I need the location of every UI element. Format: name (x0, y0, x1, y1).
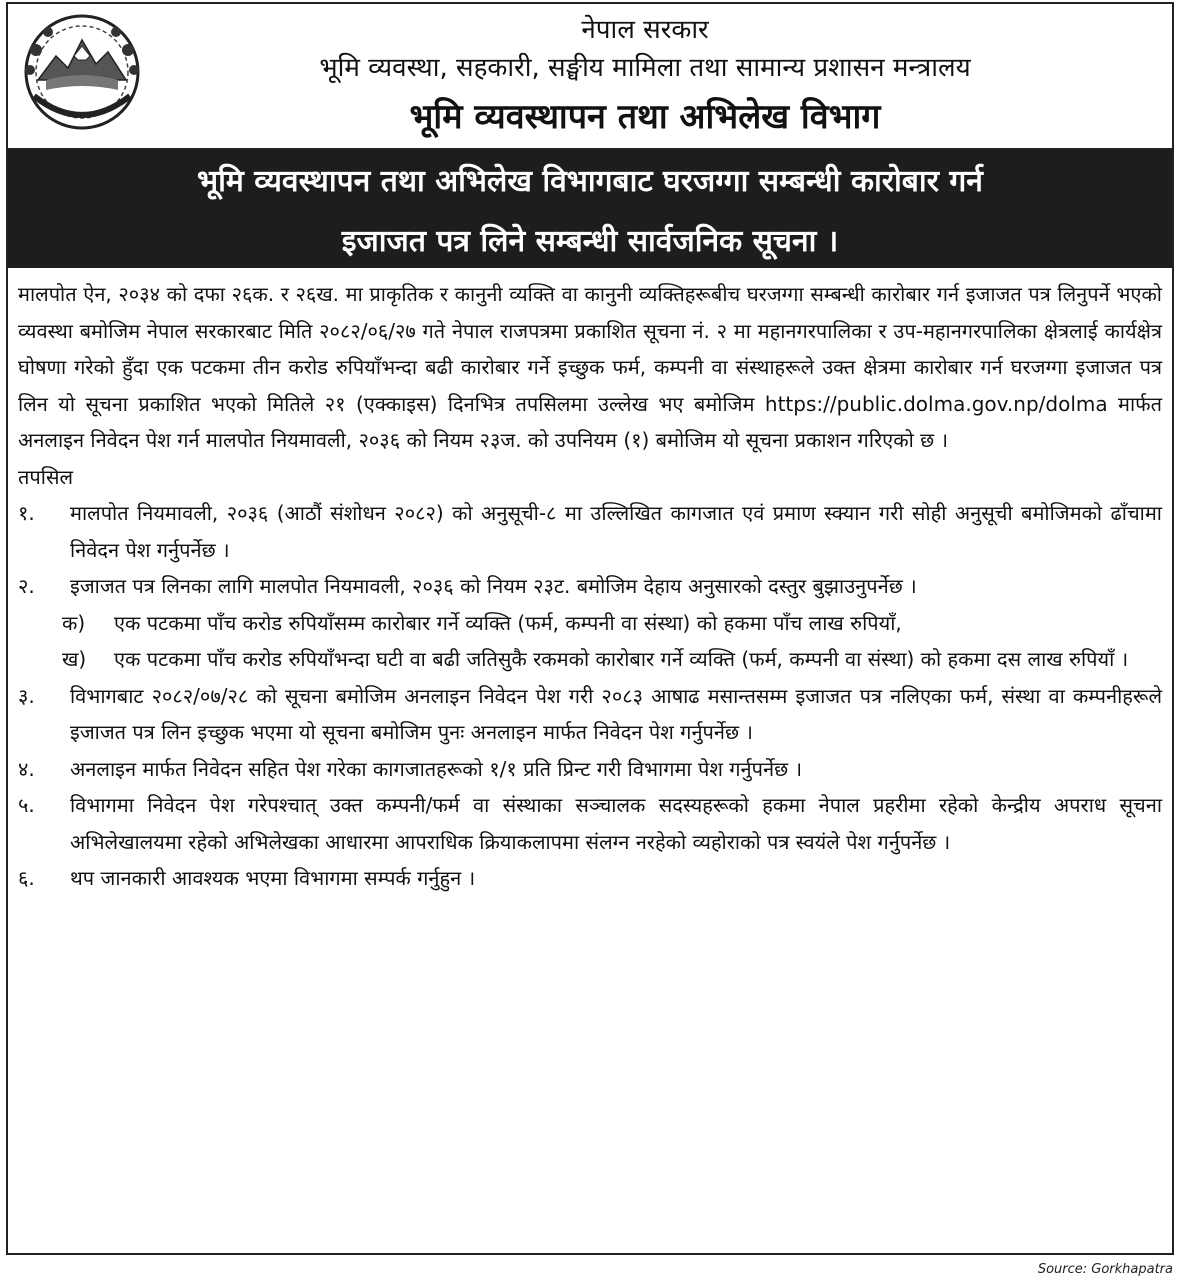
item-number: ५. (18, 793, 35, 817)
list-item (18, 495, 1162, 568)
nepal-emblem-icon (16, 10, 148, 138)
notice-header (8, 4, 1172, 150)
government-name: नेपाल सरकार (581, 15, 709, 45)
title-line-1: भूमि व्यवस्थापन तथा अभिलेख विभागबाट घरजग्गा सम्बन्धी कारोबार गर्न (197, 164, 983, 199)
item-number: १. (18, 501, 35, 525)
item-text: मालपोत नियमावली, २०३६ (आठौं संशोधन २०८२) को अनुसूची-८ मा उल्लिखित कागजात एवं प्रमाण स्क्यान गरी सोही अनुसूची बमोजिमको ढाँचामा निवेदन पेश गर्नुपर्नेछ । (70, 501, 1162, 562)
title-line-2: इजाजत पत्र लिने सम्बन्धी सार्वजनिक सूचना । (341, 224, 839, 259)
sub-item (62, 641, 1162, 678)
item-number: ३. (18, 683, 35, 708)
list-item (18, 751, 1162, 788)
tapsil-heading: तपसिल (18, 464, 74, 489)
sub-item (62, 605, 1162, 642)
item-number: ४. (18, 756, 35, 781)
item-number: २. (18, 574, 35, 598)
list-item (18, 568, 1162, 605)
list-item (18, 787, 1162, 860)
item-text: विभागबाट २०८२/०७/२८ को सूचना बमोजिम अनलाइन निवेदन पेश गरी २०८३ आषाढ मसान्तसम्म इजाजत पत्र नलिएका फर्म, संस्था वा कम्पनीहरूले इजाजत पत्र लिन इच्छुक भएमा यो सूचना बमोजिम पुनः अनलाइन मार्फत निवेदन पेश गर्नुपर्नेछ । (70, 683, 1162, 744)
sub-item-label: ख) (62, 647, 87, 671)
item-text: अनलाइन मार्फत निवेदन सहित पेश गरेका कागजातहरूको १/१ प्रति प्रिन्ट गरी विभागमा पेश गर्नुपर्नेछ । (70, 756, 803, 781)
sub-item-label: क) (62, 610, 86, 635)
sub-item-text: एक पटकमा पाँच करोड रुपियाँभन्दा घटी वा बढी जतिसुकै रकमको कारोबार गर्ने व्यक्ति (फर्म, कम्पनी वा संस्था) को हकमा दस लाख रुपियाँ । (114, 647, 1129, 671)
source-credit: Source: Gorkhapatra (1037, 1262, 1173, 1277)
list-item (18, 860, 1162, 897)
public-notice (6, 2, 1174, 1255)
department-name: भूमि व्यवस्थापन तथा अभिलेख विभाग (409, 97, 881, 137)
item-text: थप जानकारी आवश्यक भएमा विभागमा सम्पर्क गर्नुहुन । (70, 866, 476, 890)
ministry-name: भूमि व्यवस्था, सहकारी, सङ्घीय मामिला तथा सामान्य प्रशासन मन्त्रालय (319, 53, 971, 83)
sub-item-text: एक पटकमा पाँच करोड रुपियाँसम्म कारोबार गर्ने व्यक्ति (फर्म, कम्पनी वा संस्था) को हकमा पाँच लाख रुपियाँ, (114, 610, 902, 635)
item-text: विभागमा निवेदन पेश गरेपश्चात् उक्त कम्पनी/फर्म वा संस्थाका सञ्चालक सदस्यहरूको हकमा नेपाल प्रहरीमा रहेको केन्द्रीय अपराध सूचना अभिलेखालयमा रहेको अभिलेखका आधारमा आपराधिक क्रियाकलापमा संलग्न नरहेको व्यहोराको पत्र स्वयंले पेश गर्नुपर्नेछ । (70, 793, 1162, 854)
notice-title (8, 150, 1172, 268)
list-item (18, 678, 1162, 751)
item-number: ६. (18, 866, 35, 890)
intro-paragraph: मालपोत ऐन, २०३४ को दफा २६क. र २६ख. मा प्राकृतिक र कानुनी व्यक्ति वा कानुनी व्यक्तिहरूबीच घरजग्गा सम्बन्धी कारोबार गर्न इजाजत पत्र लिनुपर्ने भएको व्यवस्था बमोजिम नेपाल सरकारबाट मिति २०८२/०६/२७ गते नेपाल राजपत्रमा प्रकाशित सूचना नं. २ मा महानगरपालिका र उप-महानगरपालिका क्षेत्रलाई कार्यक्षेत्र घोषणा गरेको हुँदा एक पटकमा तीन करोड रुपियाँभन्दा बढी कारोबार गर्ने इच्छुक फर्म, कम्पनी वा संस्थाहरूले उक्त क्षेत्रमा कारोबार गर्न घरजग्गा इजाजत पत्र लिन यो सूचना प्रकाशित भएको मितिले २१ (एक्काइस) दिनभित्र तपसिलमा उल्लेख भए बमोजिम https://public.dolma.gov.np/dolma मार्फत अनलाइन निवेदन पेश गर्न मालपोत नियमावली, २०३६ को नियम २३ज. को उपनियम (१) बमोजिम यो सूचना प्रकाशन गरिएको छ । (18, 282, 1162, 452)
notice-body (8, 268, 1172, 897)
item-text: इजाजत पत्र लिनका लागि मालपोत नियमावली, २०३६ को नियम २३ट. बमोजिम देहाय अनुसारको दस्तुर बुझाउनुपर्नेछ । (70, 574, 917, 598)
